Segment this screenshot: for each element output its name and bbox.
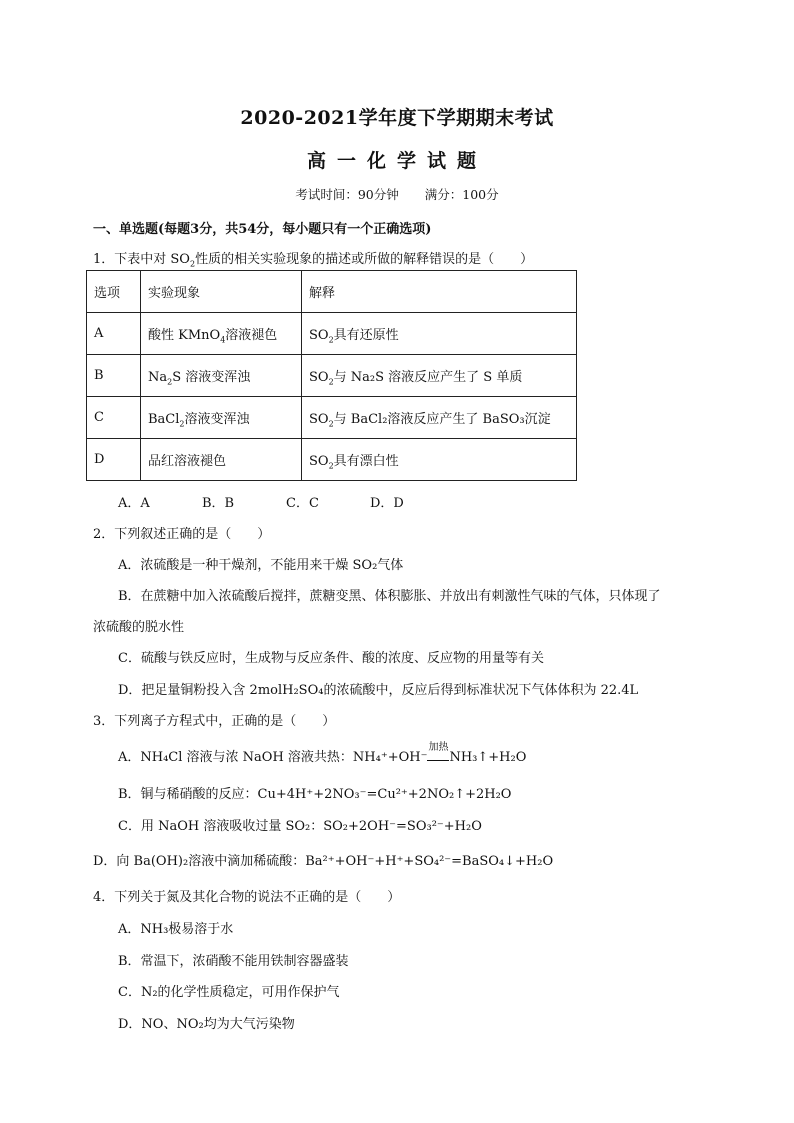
- q1-table: [86, 270, 577, 481]
- choice-d: D．D: [370, 496, 404, 511]
- q2-stem: 2．下列叙述正确的是（ ）: [93, 527, 271, 542]
- choice-c: C．C: [286, 496, 319, 511]
- q2-option-a: A．浓硫酸是一种干燥剂，不能用来干燥 SO₂气体: [118, 558, 404, 573]
- q4-option-b: B．常温下，浓硝酸不能用铁制容器盛装: [118, 954, 349, 969]
- header-explanation: 解释: [302, 271, 577, 313]
- row-observation: 品红溶液褪色: [141, 439, 302, 481]
- q2-option-c: C．硫酸与铁反应时，生成物与反应条件、酸的浓度、反应物的用量等有关: [118, 651, 544, 666]
- q3-stem: 3．下列离子方程式中，正确的是（ ）: [93, 714, 336, 729]
- q1-stem: 1．下表中对 $SO_2$性质的相关实验现象的描述或所做的解释错误的是（ ）: [93, 252, 534, 269]
- table-row: [87, 355, 577, 397]
- q3-option-c: C．用 NaOH 溶液吸收过量 SO₂：SO₂+2OH⁻=SO₃²⁻+H₂O: [118, 819, 482, 834]
- full-score: 满分：100分: [424, 187, 499, 202]
- row-option: D: [87, 439, 141, 481]
- row-explanation: $SO_2$与 Na₂S 溶液反应产生了 S 单质: [302, 355, 577, 397]
- row-explanation: $SO_2$与 BaCl₂溶液反应产生了 BaSO₃沉淀: [302, 397, 577, 439]
- q3-option-a: A．NH₄Cl 溶液与浓 NaOH 溶液共热：NH₄⁺+OH⁻ 加热 NH₃↑+H₂O: [118, 742, 527, 765]
- header-option: 选项: [87, 271, 141, 313]
- exam-title: 2020-2021学年度下学期期末考试: [240, 107, 554, 129]
- table-row: [87, 439, 577, 481]
- row-observation: BaCl$_2$溶液变浑浊: [141, 397, 302, 439]
- table-row: [87, 397, 577, 439]
- row-explanation: $SO_2$具有还原性: [302, 313, 577, 355]
- row-option: B: [87, 355, 141, 397]
- row-observation: 酸性 KMnO$_4$溶液褪色: [141, 313, 302, 355]
- q4-stem: 4．下列关于氮及其化合物的说法不正确的是（ ）: [93, 890, 401, 905]
- exam-subtitle: 高一化学试题: [306, 150, 487, 172]
- section-heading: 一、单选题(每题3分，共54分，每小题只有一个正确选项): [93, 222, 432, 237]
- q4-option-d: D．NO、NO₂均为大气污染物: [118, 1017, 295, 1032]
- q2-option-d: D．把足量铜粉投入含 2molH₂SO₄的浓硫酸中，反应后得到标准状况下气体体积为 22.4L: [118, 683, 639, 698]
- exam-time: 考试时间：90分钟: [295, 187, 399, 202]
- table-row: [87, 313, 577, 355]
- q3-option-b: B．铜与稀硝酸的反应：Cu+4H⁺+2NO₃⁻=Cu²⁺+2NO₂↑+2H₂O: [118, 787, 512, 802]
- q1-choices: [118, 492, 454, 511]
- heating-arrow: 加热: [427, 750, 449, 765]
- q2-option-b-cont: 浓硫酸的脱水性: [93, 620, 185, 635]
- q2-option-b: B．在蔗糖中加入浓硫酸后搅拌，蔗糖变黑、体积膨胀、并放出有刺激性气味的气体，只体现了: [118, 589, 661, 604]
- q4-option-c: C．N₂的化学性质稳定，可用作保护气: [118, 985, 340, 1000]
- row-explanation: $SO_2$具有漂白性: [302, 439, 577, 481]
- q4-option-a: A．NH₃极易溶于水: [118, 922, 234, 937]
- row-option: A: [87, 313, 141, 355]
- choice-b: B．B: [202, 496, 235, 511]
- q3-option-d: D．向 Ba(OH)₂溶液中滴加稀硫酸：Ba²⁺+OH⁻+H⁺+SO₄²⁻=BaSO₄↓+H₂O: [93, 854, 554, 869]
- choice-a: A．A: [118, 496, 150, 511]
- table-header-row: [87, 271, 577, 313]
- exam-info: [0, 185, 794, 203]
- row-option: C: [87, 397, 141, 439]
- header-observation: 实验现象: [141, 271, 302, 313]
- row-observation: $Na_2S$ 溶液变浑浊: [141, 355, 302, 397]
